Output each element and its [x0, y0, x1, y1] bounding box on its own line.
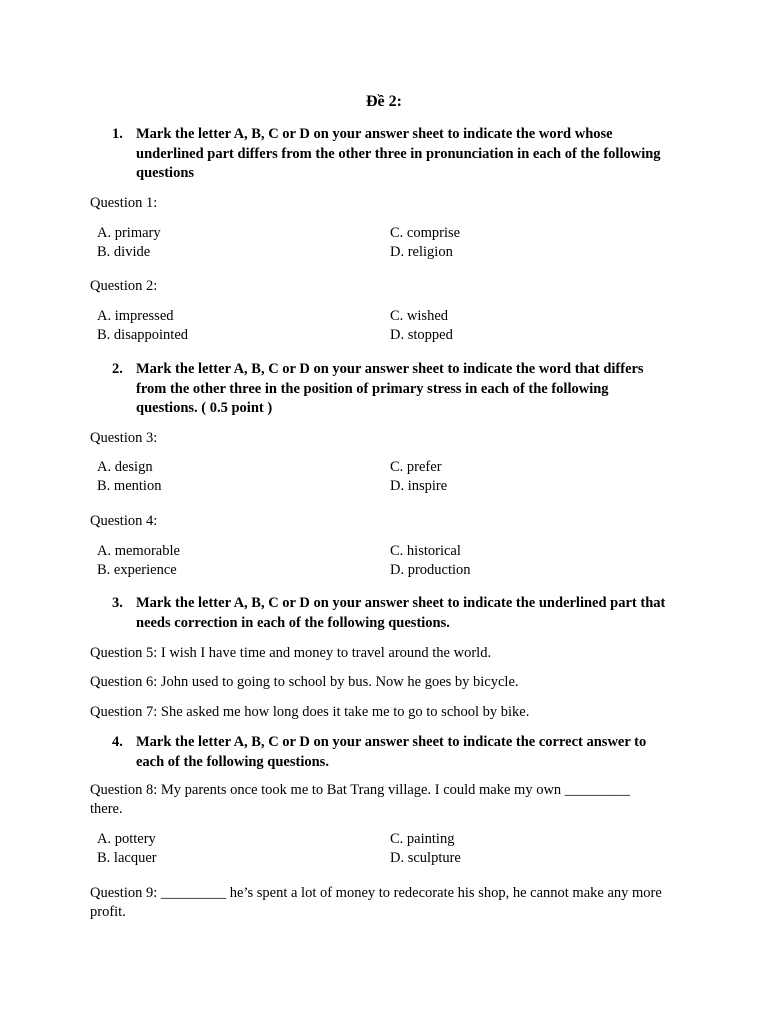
- option-d: D. sculpture: [390, 849, 461, 866]
- option-d: D. religion: [390, 243, 453, 260]
- option-c: C. painting: [390, 831, 455, 847]
- option-b: B. mention: [97, 477, 162, 494]
- question-8: Question 8: My parents once took me to Bat Trang village. I could make my own _________ there.: [90, 782, 631, 817]
- option-c: C. prefer: [390, 459, 442, 475]
- option-d: D. inspire: [390, 477, 448, 494]
- section-text: Mark the letter A, B, C or D on your answer sheet to indicate the word that differs from the other three in the position of primary stress in each of the following questions. ( 0.5 point ): [136, 361, 644, 416]
- section-text: Mark the letter A, B, C or D on your answer sheet to indicate the underlined part that needs correction in each of the following questions.: [136, 595, 666, 631]
- question-6: Question 6: John used to going to school by bus. Now he goes by bicycle.: [90, 674, 519, 690]
- option-a: A. impressed: [97, 308, 174, 324]
- question-9: Question 9: _________ he’s spent a lot of money to redecorate his shop, he cannot make any more profit.: [90, 885, 662, 920]
- option-c: C. historical: [390, 543, 461, 559]
- option-a: A. pottery: [97, 831, 156, 847]
- page-title: Đề 2:: [366, 93, 402, 110]
- section-number: 3.: [112, 595, 123, 611]
- option-a: A. memorable: [97, 543, 180, 559]
- question-1-label: Question 1:: [90, 195, 158, 211]
- question-5: Question 5: I wish I have time and money to travel around the world.: [90, 645, 492, 661]
- section-number: 2.: [112, 361, 123, 377]
- section-3-instruction: [112, 594, 672, 633]
- option-d: D. production: [390, 561, 471, 578]
- question-4-label: Question 4:: [90, 513, 158, 529]
- section-4-instruction: [112, 733, 672, 772]
- question-2-label: Question 2:: [90, 278, 158, 294]
- option-b: B. disappointed: [97, 326, 189, 343]
- option-d: D. stopped: [390, 326, 453, 343]
- section-2-instruction: [112, 360, 672, 419]
- section-text: Mark the letter A, B, C or D on your answer sheet to indicate the word whose underlined part differs from the other three in pronunciation in each of the following questions: [136, 126, 661, 181]
- option-a: A. design: [97, 459, 153, 475]
- question-7: Question 7: She asked me how long does it take me to go to school by bike.: [90, 704, 530, 720]
- option-b: B. divide: [97, 243, 151, 260]
- option-a: A. primary: [97, 225, 161, 241]
- section-1-instruction: [112, 125, 672, 184]
- option-b: B. experience: [97, 561, 177, 578]
- option-b: B. lacquer: [97, 849, 157, 866]
- section-number: 4.: [112, 734, 123, 750]
- section-number: 1.: [112, 126, 123, 142]
- question-3-label: Question 3:: [90, 430, 158, 446]
- section-text: Mark the letter A, B, C or D on your answer sheet to indicate the correct answer to each of the following questions.: [136, 734, 647, 770]
- option-c: C. wished: [390, 308, 448, 324]
- option-c: C. comprise: [390, 225, 461, 241]
